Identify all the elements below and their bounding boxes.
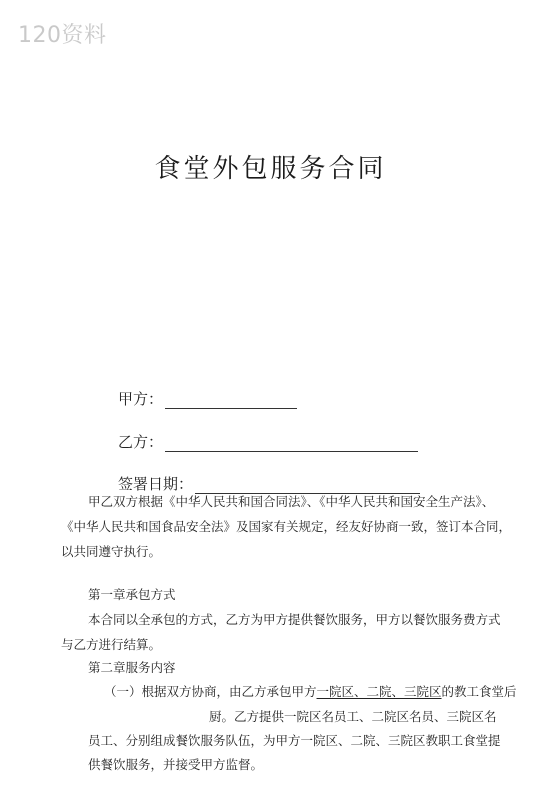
- chapter-2-item-1-line-2: 厨。乙方提供一院区名员工、二院区名员、三院区名: [209, 709, 497, 724]
- chapter-2-item-1-line-4: 供餐饮服务，并接受甲方监督。: [88, 757, 264, 772]
- chapter-2-heading: 第二章服务内容: [88, 660, 176, 675]
- party-a-blank: [165, 394, 297, 409]
- party-b-label: 乙方：: [118, 433, 164, 451]
- document-title: 食堂外包服务合同: [154, 154, 387, 184]
- chapter-2-item-1-line-1: [104, 686, 517, 698]
- party-b-blank: [165, 437, 418, 452]
- sign-date-blank: [195, 479, 420, 494]
- chapter-1-heading: 第一章承包方式: [88, 587, 176, 602]
- party-a-line: [118, 388, 297, 409]
- chapter-2-item-1-underlined: 一院区、二院、三院区: [316, 684, 442, 699]
- chapter-2-item-1-suffix: 的教工食堂后: [441, 684, 517, 699]
- intro-line-3: 以共同遵守执行。: [61, 544, 162, 559]
- party-b-line: [118, 431, 418, 452]
- party-a-label: 甲方：: [118, 390, 164, 408]
- chapter-1-line-1: 本合同以全承包的方式，乙方为甲方提供餐饮服务，甲方以餐饮服务费方式: [88, 612, 501, 627]
- chapter-2-item-1-prefix: （一）根据双方协商，由乙方承包甲方: [104, 684, 317, 699]
- intro-line-2: 《中华人民共和国食品安全法》及国家有关规定，经友好协商一致，签订本合同，: [61, 519, 512, 534]
- sign-date-label: 签署日期：: [118, 475, 194, 493]
- watermark-logo: 120资料: [18, 23, 107, 48]
- sign-date-line: [118, 473, 420, 494]
- chapter-2-item-1-line-3: 员工、分别组成餐饮服务队伍，为甲方一院区、二院、三院区教职工食堂提: [88, 733, 501, 748]
- chapter-1-line-2: 与乙方进行结算。: [61, 637, 162, 652]
- intro-line-1: 甲乙双方根据《中华人民共和国合同法》、《中华人民共和国安全生产法》、: [88, 494, 495, 509]
